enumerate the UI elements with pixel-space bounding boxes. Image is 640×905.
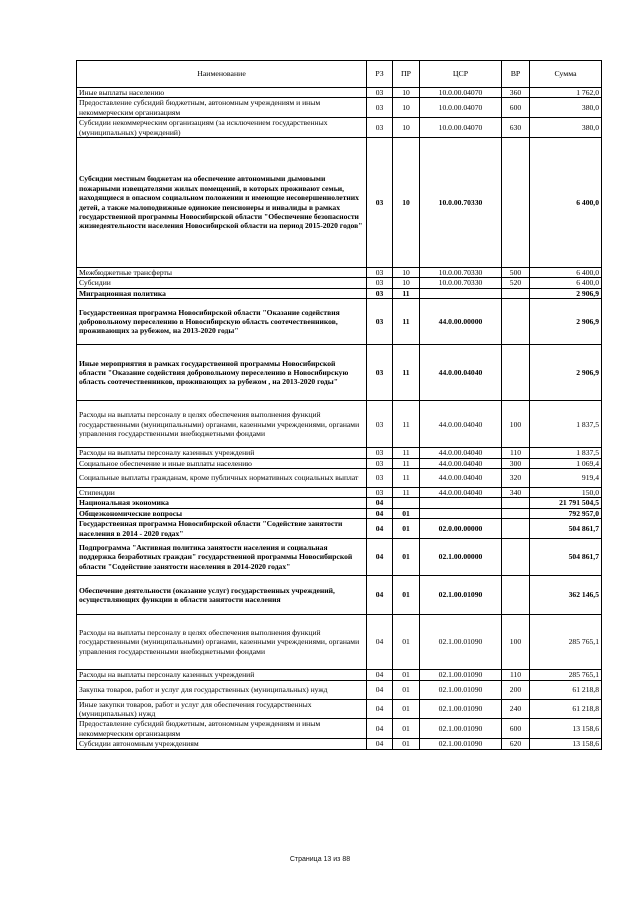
cell-vr: 630 bbox=[502, 118, 530, 138]
cell-rz: 03 bbox=[367, 268, 393, 278]
cell-vr bbox=[502, 299, 530, 345]
cell-vr: 500 bbox=[502, 268, 530, 278]
cell-vr: 340 bbox=[502, 488, 530, 498]
cell-csr: 02.1.00.01090 bbox=[420, 739, 502, 749]
table-row bbox=[77, 615, 602, 670]
cell-rz: 04 bbox=[367, 539, 393, 576]
cell-pr: 11 bbox=[393, 288, 420, 298]
cell-vr bbox=[502, 576, 530, 615]
cell-rz: 04 bbox=[367, 670, 393, 680]
table-row bbox=[77, 508, 602, 518]
cell-csr: 44.0.00.04040 bbox=[420, 458, 502, 468]
cell-csr: 02.1.00.01090 bbox=[420, 680, 502, 699]
cell-pr: 11 bbox=[393, 469, 420, 488]
cell-csr: 02.1.00.00000 bbox=[420, 539, 502, 576]
cell-vr: 620 bbox=[502, 739, 530, 749]
cell-vr: 600 bbox=[502, 719, 530, 739]
cell-pr: 01 bbox=[393, 739, 420, 749]
cell-vr: 100 bbox=[502, 615, 530, 670]
cell-pr bbox=[393, 498, 420, 508]
cell-rz: 03 bbox=[367, 458, 393, 468]
cell-csr: 02.1.00.01090 bbox=[420, 615, 502, 670]
cell-pr: 10 bbox=[393, 138, 420, 268]
cell-rz: 04 bbox=[367, 739, 393, 749]
cell-pr: 01 bbox=[393, 615, 420, 670]
cell-vr bbox=[502, 519, 530, 539]
cell-name: Иные мероприятия в рамках государственной программы Новосибирской области "Оказание содействия добровольному переселению в Новосибирскую область соотечественников, проживающих за рубежом , на 2013-2020 годы" bbox=[77, 345, 367, 401]
cell-name: Государственная программа Новосибирской области "Содействие занятости населения в 2014 - 2020 годах" bbox=[77, 519, 367, 539]
header-pr: ПР bbox=[393, 61, 420, 88]
cell-sum: 21 791 504,5 bbox=[530, 498, 602, 508]
header-rz: РЗ bbox=[367, 61, 393, 88]
table-row bbox=[77, 278, 602, 288]
cell-sum: 285 765,1 bbox=[530, 670, 602, 680]
cell-name: Стипендии bbox=[77, 488, 367, 498]
cell-name: Межбюджетные трансферты bbox=[77, 268, 367, 278]
cell-csr bbox=[420, 508, 502, 518]
cell-sum: 504 861,7 bbox=[530, 519, 602, 539]
cell-name: Расходы на выплаты персоналу в целях обеспечения выполнения функций государственными (муниципальными) органами, казенными учреждениями, органами управления государственными внебюджетными фондами bbox=[77, 401, 367, 448]
cell-pr: 01 bbox=[393, 539, 420, 576]
cell-rz: 04 bbox=[367, 719, 393, 739]
cell-name: Социальное обеспечение и иные выплаты населению bbox=[77, 458, 367, 468]
cell-rz: 03 bbox=[367, 288, 393, 298]
cell-pr: 01 bbox=[393, 670, 420, 680]
cell-sum: 919,4 bbox=[530, 469, 602, 488]
header-name: Наименование bbox=[77, 61, 367, 88]
cell-name: Расходы на выплаты персоналу в целях обеспечения выполнения функций государственными (муниципальными) органами, казенными учреждениями, органами управления государственными внебюджетными фондами bbox=[77, 615, 367, 670]
cell-rz: 03 bbox=[367, 401, 393, 448]
cell-vr: 100 bbox=[502, 401, 530, 448]
cell-rz: 04 bbox=[367, 680, 393, 699]
cell-pr: 01 bbox=[393, 519, 420, 539]
cell-rz: 04 bbox=[367, 699, 393, 719]
cell-csr: 44.0.00.04040 bbox=[420, 469, 502, 488]
cell-pr: 01 bbox=[393, 508, 420, 518]
budget-table bbox=[76, 60, 602, 750]
table-row bbox=[77, 469, 602, 488]
cell-pr: 10 bbox=[393, 98, 420, 118]
cell-csr: 02.1.00.01090 bbox=[420, 719, 502, 739]
cell-sum: 1 837,5 bbox=[530, 448, 602, 458]
cell-sum: 6 400,0 bbox=[530, 268, 602, 278]
cell-vr bbox=[502, 508, 530, 518]
cell-pr: 10 bbox=[393, 88, 420, 98]
cell-sum: 362 146,5 bbox=[530, 576, 602, 615]
cell-pr: 01 bbox=[393, 576, 420, 615]
table-row bbox=[77, 498, 602, 508]
table-row bbox=[77, 488, 602, 498]
cell-vr bbox=[502, 138, 530, 268]
table-body bbox=[77, 88, 602, 750]
cell-vr: 600 bbox=[502, 98, 530, 118]
cell-name: Иные выплаты населению bbox=[77, 88, 367, 98]
cell-sum: 504 861,7 bbox=[530, 539, 602, 576]
table-row bbox=[77, 401, 602, 448]
cell-rz: 03 bbox=[367, 345, 393, 401]
cell-rz: 04 bbox=[367, 498, 393, 508]
cell-csr bbox=[420, 498, 502, 508]
cell-rz: 03 bbox=[367, 118, 393, 138]
cell-rz: 03 bbox=[367, 278, 393, 288]
cell-sum: 150,0 bbox=[530, 488, 602, 498]
cell-pr: 11 bbox=[393, 299, 420, 345]
cell-pr: 10 bbox=[393, 268, 420, 278]
cell-sum: 13 158,6 bbox=[530, 739, 602, 749]
cell-rz: 04 bbox=[367, 508, 393, 518]
cell-name: Общеэкономические вопросы bbox=[77, 508, 367, 518]
header-vr: ВР bbox=[502, 61, 530, 88]
table-header bbox=[77, 61, 602, 88]
cell-vr bbox=[502, 288, 530, 298]
cell-name: Государственная программа Новосибирской области "Оказание содействия добровольному переселению в Новосибирскую область соотечественников, проживающих за рубежом, на 2013-2020 годы" bbox=[77, 299, 367, 345]
cell-csr: 02.0.00.00000 bbox=[420, 519, 502, 539]
cell-csr: 02.1.00.01090 bbox=[420, 576, 502, 615]
cell-rz: 03 bbox=[367, 138, 393, 268]
table-row bbox=[77, 268, 602, 278]
cell-sum: 380,0 bbox=[530, 98, 602, 118]
cell-name: Субсидии автономным учреждениям bbox=[77, 739, 367, 749]
cell-vr: 520 bbox=[502, 278, 530, 288]
table-row bbox=[77, 670, 602, 680]
cell-csr bbox=[420, 288, 502, 298]
cell-vr bbox=[502, 498, 530, 508]
cell-vr: 240 bbox=[502, 699, 530, 719]
cell-sum: 285 765,1 bbox=[530, 615, 602, 670]
cell-vr: 360 bbox=[502, 88, 530, 98]
cell-sum: 1 069,4 bbox=[530, 458, 602, 468]
cell-name: Подпрограмма "Активная политика занятости населения и социальная поддержка безработных граждан" государственной программы Новосибирской области "Содействие занятости населения в 2014-2020 годах" bbox=[77, 539, 367, 576]
table-row bbox=[77, 345, 602, 401]
table-row bbox=[77, 98, 602, 118]
cell-pr: 11 bbox=[393, 488, 420, 498]
cell-sum: 6 400,0 bbox=[530, 138, 602, 268]
cell-name: Закупка товаров, работ и услуг для государственных (муниципальных) нужд bbox=[77, 680, 367, 699]
cell-sum: 1 837,5 bbox=[530, 401, 602, 448]
cell-sum: 61 218,8 bbox=[530, 699, 602, 719]
table-row bbox=[77, 299, 602, 345]
cell-csr: 44.0.00.04040 bbox=[420, 488, 502, 498]
cell-csr: 10.0.00.04070 bbox=[420, 88, 502, 98]
cell-rz: 03 bbox=[367, 98, 393, 118]
header-sum: Сумма bbox=[530, 61, 602, 88]
table-row bbox=[77, 719, 602, 739]
header-csr: ЦСР bbox=[420, 61, 502, 88]
table-row bbox=[77, 576, 602, 615]
cell-rz: 03 bbox=[367, 299, 393, 345]
cell-name: Национальная экономика bbox=[77, 498, 367, 508]
table-row bbox=[77, 519, 602, 539]
cell-name: Иные закупки товаров, работ и услуг для обеспечения государственных (муниципальных) нужд bbox=[77, 699, 367, 719]
cell-pr: 01 bbox=[393, 719, 420, 739]
page-number: Страница 13 из 88 bbox=[289, 856, 351, 863]
cell-rz: 04 bbox=[367, 615, 393, 670]
cell-name: Субсидии местным бюджетам на обеспечение автономными дымовыми пожарными извещателями жилых помещений, в которых проживают семьи, находящиеся в опасном социальном положении и имеющие несовершеннолетних детей, а также малоподвижные одинокие пенсионеры и инвалиды в рамках государственной программы Новосибирской области "Обеспечение безопасности жизнедеятельности населения Новосибирской области на период 2015-2020 годов" bbox=[77, 138, 367, 268]
cell-rz: 03 bbox=[367, 448, 393, 458]
cell-pr: 11 bbox=[393, 458, 420, 468]
cell-name: Обеспечение деятельности (оказание услуг) государственных учреждений, осуществляющих функции в области занятости населения bbox=[77, 576, 367, 615]
table-row bbox=[77, 739, 602, 749]
cell-sum: 380,0 bbox=[530, 118, 602, 138]
table-row bbox=[77, 699, 602, 719]
cell-name: Субсидии некоммерческим организациям (за исключением государственных (муниципальных) учреждений) bbox=[77, 118, 367, 138]
table-row bbox=[77, 288, 602, 298]
header-row bbox=[77, 61, 602, 88]
cell-csr: 10.0.00.04070 bbox=[420, 118, 502, 138]
cell-sum: 792 957,0 bbox=[530, 508, 602, 518]
cell-pr: 11 bbox=[393, 448, 420, 458]
cell-name: Предоставление субсидий бюджетным, автономным учреждениям и иным некоммерческим организациям bbox=[77, 719, 367, 739]
cell-sum: 1 762,0 bbox=[530, 88, 602, 98]
cell-pr: 10 bbox=[393, 278, 420, 288]
cell-vr: 110 bbox=[502, 448, 530, 458]
table-row bbox=[77, 458, 602, 468]
table-row bbox=[77, 88, 602, 98]
cell-csr: 10.0.00.70330 bbox=[420, 268, 502, 278]
cell-vr bbox=[502, 539, 530, 576]
cell-vr: 110 bbox=[502, 670, 530, 680]
cell-rz: 04 bbox=[367, 519, 393, 539]
cell-sum: 6 400,0 bbox=[530, 278, 602, 288]
cell-pr: 11 bbox=[393, 401, 420, 448]
cell-name: Предоставление субсидий бюджетным, автономным учреждениям и иным некоммерческим организациям bbox=[77, 98, 367, 118]
table-row bbox=[77, 448, 602, 458]
table-row bbox=[77, 680, 602, 699]
cell-sum: 2 906,9 bbox=[530, 288, 602, 298]
cell-name: Социальные выплаты гражданам, кроме публичных нормативных социальных выплат bbox=[77, 469, 367, 488]
cell-rz: 03 bbox=[367, 469, 393, 488]
cell-name: Миграционная политика bbox=[77, 288, 367, 298]
table-row bbox=[77, 118, 602, 138]
cell-vr: 200 bbox=[502, 680, 530, 699]
cell-rz: 03 bbox=[367, 488, 393, 498]
cell-vr bbox=[502, 345, 530, 401]
cell-sum: 13 158,6 bbox=[530, 719, 602, 739]
cell-csr: 44.0.00.04040 bbox=[420, 448, 502, 458]
table-row bbox=[77, 138, 602, 268]
cell-pr: 10 bbox=[393, 118, 420, 138]
cell-csr: 10.0.00.70330 bbox=[420, 138, 502, 268]
cell-name: Расходы на выплаты персоналу казенных учреждений bbox=[77, 670, 367, 680]
cell-csr: 10.0.00.70330 bbox=[420, 278, 502, 288]
cell-pr: 01 bbox=[393, 699, 420, 719]
cell-pr: 01 bbox=[393, 680, 420, 699]
table-row bbox=[77, 539, 602, 576]
cell-sum: 2 906,9 bbox=[530, 345, 602, 401]
cell-sum: 2 906,9 bbox=[530, 299, 602, 345]
cell-csr: 10.0.00.04070 bbox=[420, 98, 502, 118]
cell-csr: 44.0.00.04040 bbox=[420, 401, 502, 448]
cell-csr: 44.0.00.00000 bbox=[420, 299, 502, 345]
cell-csr: 44.0.00.04040 bbox=[420, 345, 502, 401]
cell-rz: 03 bbox=[367, 88, 393, 98]
cell-sum: 61 218,8 bbox=[530, 680, 602, 699]
cell-csr: 02.1.00.01090 bbox=[420, 670, 502, 680]
cell-vr: 320 bbox=[502, 469, 530, 488]
cell-name: Субсидии bbox=[77, 278, 367, 288]
cell-pr: 11 bbox=[393, 345, 420, 401]
cell-rz: 04 bbox=[367, 576, 393, 615]
cell-name: Расходы на выплаты персоналу казенных учреждений bbox=[77, 448, 367, 458]
cell-csr: 02.1.00.01090 bbox=[420, 699, 502, 719]
cell-vr: 300 bbox=[502, 458, 530, 468]
